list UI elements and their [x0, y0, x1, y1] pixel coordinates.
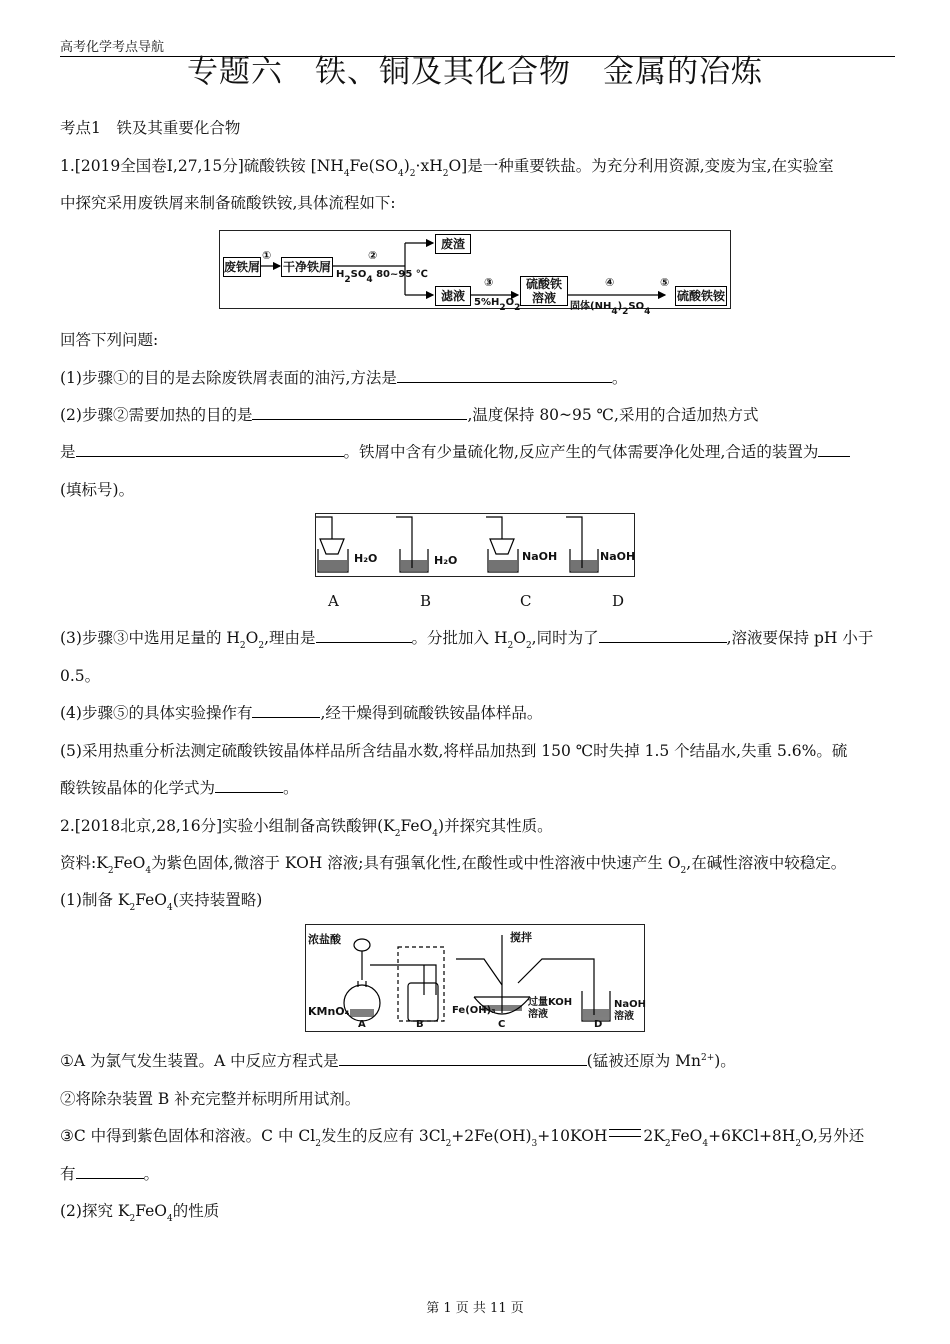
running-header: 高考化学考点导航: [60, 40, 165, 55]
equation-equals-sign: [609, 1129, 641, 1137]
answer-blank[interactable]: [252, 405, 467, 420]
q2-sub1: (1)制备 $K_2FeO_4$(夹持装置略): [60, 891, 263, 913]
flow-condition-3: $5\%H_2O_2$: [474, 297, 521, 313]
flow-condition-2: $H_2SO_4$ 80~95 ℃: [336, 269, 428, 285]
answer-blank[interactable]: [339, 1051, 587, 1066]
flow-step-5: ⑤: [660, 276, 670, 289]
label-d: D: [594, 1019, 603, 1030]
label-conc-hcl: 浓盐酸: [308, 933, 341, 946]
answer-blank[interactable]: [76, 1164, 144, 1179]
reagent-label-b: H₂O: [434, 554, 458, 567]
label-stir: 搅拌: [510, 931, 532, 944]
option-d-label: D: [612, 592, 625, 610]
label-c: C: [498, 1019, 506, 1030]
reagent-label-a: H₂O: [354, 552, 378, 565]
answer-prompt: 回答下列问题:: [60, 331, 159, 349]
preparation-apparatus: [305, 924, 645, 1032]
q1-part5-cont: 酸铁铵晶体的化学式为 。: [60, 779, 299, 797]
q1-part5: (5)采用热重分析法测定硫酸铁铵晶体样品所含结晶水数,将样品加热到 150 ℃时失掉 1.5 个结晶水,失重 5.6%。硫: [60, 742, 848, 760]
apparatus-drawing: [316, 514, 634, 576]
option-c-label: C: [520, 592, 532, 610]
answer-blank[interactable]: [316, 628, 412, 643]
q1-part1: (1)步骤①的目的是去除废铁屑表面的油污,方法是 。: [60, 369, 628, 387]
flow-box-residue: 废渣: [435, 234, 471, 254]
q2-c3: ③C 中得到紫色固体和溶液。C 中 $Cl_2$发生的反应有 $3Cl_2+2Fe(OH)_3+10KOH$ $2K_2FeO_4+6KCl+8H_2O$,另外还: [60, 1127, 865, 1149]
answer-blank[interactable]: [252, 703, 320, 718]
label-kmno4: KMnO₄: [308, 1005, 350, 1018]
q1-part3: (3)步骤③中选用足量的 $H_2O_2$,理由是 。分批加入 $H_2O_2$,同时为了 ,溶液要保持 pH 小于: [60, 629, 874, 651]
answer-blank[interactable]: [397, 368, 612, 383]
q1-part2-cont: 是 。铁屑中含有少量硫化物,反应产生的气体需要净化处理,合适的装置为: [60, 442, 850, 462]
q1-intro: 1.[2019全国卷Ⅰ,27,15分]硫酸铁铵 $[NH_4Fe(SO_4)_2\cdot xH_2O]$是一种重要铁盐。为充分利用资源,变废为宝,在实验室: [60, 157, 834, 179]
section-heading: 考点1 铁及其重要化合物: [60, 119, 241, 137]
flow-step-2: ②: [368, 249, 378, 262]
answer-blank[interactable]: [599, 628, 727, 643]
label-naoh-solution: NaOH 溶液: [614, 999, 646, 1022]
q2-c1: ①A 为氯气发生装置。A 中反应方程式是 (锰被还原为 $Mn^{2+}$)。: [60, 1052, 736, 1070]
flow-box-ferric-sulfate: 硫酸铁 溶液: [520, 276, 568, 306]
answer-blank[interactable]: [215, 778, 283, 793]
flow-box-filtrate: 滤液: [435, 286, 471, 306]
page-title: 专题六 铁、铜及其化合物 金属的冶炼: [187, 54, 763, 90]
q1-part4: (4)步骤⑤的具体实验操作有 ,经干燥得到硫酸铁铵晶体样品。: [60, 704, 543, 722]
answer-blank[interactable]: [818, 442, 850, 457]
label-b: B: [416, 1019, 424, 1030]
label-excess-koh: 过量KOH 溶液: [528, 997, 573, 1020]
flow-step-1: ①: [262, 249, 272, 262]
label-feoh3: Fe(OH)₃: [452, 1005, 496, 1016]
q2-sub2: (2)探究 $K_2FeO_4$的性质: [60, 1202, 220, 1224]
flow-chart: [219, 230, 731, 317]
answer-blank[interactable]: [76, 442, 344, 457]
q1-part2: (2)步骤②需要加热的目的是 ,温度保持 80~95 ℃,采用的合适加热方式: [60, 406, 759, 424]
reagent-label-c: NaOH: [522, 550, 558, 563]
flow-box-clean-iron: 干净铁屑: [281, 257, 333, 277]
q1-intro-line2: 中探究采用废铁屑来制备硫酸铁铵,具体流程如下:: [60, 194, 396, 212]
absorption-apparatus: [315, 513, 635, 577]
q2-info: 资料$:K_2FeO_4$为紫色固体,微溶于 KOH 溶液;具有强氧化性,在酸性或中性溶液中快速产生 $O_2$,在碱性溶液中较稳定。: [60, 854, 847, 876]
q1-part2-note: (填标号)。: [60, 481, 135, 499]
page-footer: 第 1 页 共 11 页: [426, 1301, 524, 1316]
q2-c3-cont: 有 。: [60, 1165, 160, 1183]
q2-c2: ②将除杂装置 B 补充完整并标明所用试剂。: [60, 1090, 361, 1108]
reagent-label-d: NaOH: [600, 550, 636, 563]
flow-box-product: 硫酸铁铵: [675, 286, 727, 306]
q2-intro: 2.[2018北京,28,16分]实验小组制备高铁酸钾$(K_2FeO_4)$并探究其性质。: [60, 817, 553, 839]
option-b-label: B: [420, 592, 432, 610]
flow-step-4: ④: [605, 276, 615, 289]
flow-step-3: ③: [484, 276, 494, 289]
flow-condition-4: 固体$(NH_4)_2SO_4$: [570, 301, 651, 317]
q1-part3-cont: 0.5。: [60, 667, 101, 685]
option-a-label: A: [328, 592, 339, 610]
label-a: A: [358, 1019, 366, 1030]
flow-box-waste-iron: 废铁屑: [223, 257, 261, 277]
